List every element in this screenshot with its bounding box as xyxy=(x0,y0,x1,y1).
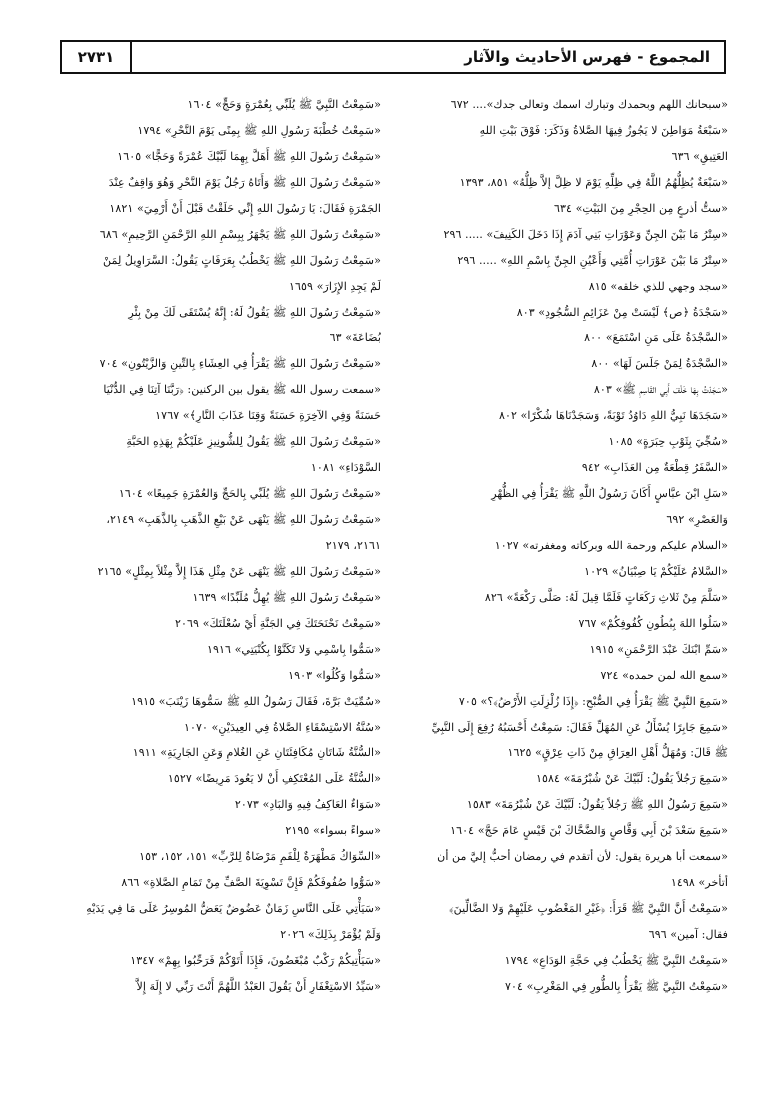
index-entry-line: «سَمُّوا وَكُلُوا» ١٩٠٣ xyxy=(288,668,381,682)
index-entry-line: «سَمِعْتُ رَسُولَ اللهِ ﷺ أَهَلَّ بِهِمَا لَبَّيْكَ عُمْرَةً وَحَجًّا» ١٦٠٥ xyxy=(117,149,381,163)
index-entry-line: «سمع الله لمن حمده» ٧٢٤ xyxy=(600,668,728,682)
index-column-left xyxy=(56,92,381,1000)
index-entry-line: «سَيَأْتِي عَلَى النَّاسِ زَمَانٌ عَضُوضٌ يَعَضُّ المُوسِرُ عَلَى مَا فِي يَدَيْهِ xyxy=(86,902,381,916)
index-entry-line: الجَمْرَةِ فَقَالَ: يَا رَسُولَ اللهِ إِنِّي حَلَقْتُ قَبْلَ أَنْ أَرْمِيَ» ١٨٢١ xyxy=(109,201,381,215)
index-entry-line: «سَمِعْتُ النَّبِيَّ ﷺ يَخْطُبُ فِي حَجَّةِ الوَدَاعِ» ١٧٩٤ xyxy=(504,953,728,967)
index-column-right xyxy=(403,92,728,1000)
index-entry-line: ﷺ قَالَ: وَمُهَلُّ أَهْلِ العِرَاقِ مِنْ ذَاتِ عِرْقٍ» ١٦٢٥ xyxy=(507,746,728,760)
index-entry-line: «سُجِّيَ بِثَوْبِ حِبَرَةٍ» ١٠٨٥ xyxy=(608,435,728,449)
index-entry-line: «سَيِّدُ الاسْتِغْفَارِ أَنْ يَقُولَ العَبْدُ اللَّهُمَّ أَنْتَ رَبِّي لا إِلَهَ إِلاَّ xyxy=(136,979,381,993)
index-entry-line: «سَمِعَ رَسُولُ اللهِ ﷺ رَجُلاً يَقُولُ: لَبَّيْكَ عَنْ شُبْرُمَةَ» ١٥٨٣ xyxy=(466,798,728,812)
index-entry-line: «سَمِعْتُ رَسُولَ اللهِ ﷺ يُلَبِّي بِالحَجِّ وَالعُمْرَةِ جَمِيعًا» ١٦٠٤ xyxy=(118,487,381,501)
index-entry-line: العَتِيقِ» ٦٣٦ xyxy=(671,149,728,163)
index-entry-line: «سَلِ ابْنَ عبَّاسٍ أَكَانَ رَسُولُ اللَّهِ ﷺ يَقْرَأُ فِي الظُّهْرِ xyxy=(491,487,728,501)
index-entry-line: «سِتْرُ مَا بَيْنَ عَوْرَاتِ أُمَّتِي وَأَعْيُنِ الجِنِّ بِاسْمِ اللهِ» ..... ٢٩٦ xyxy=(457,253,728,267)
index-entry-line: «السَّجْدَةُ لِمَنْ جَلَسَ لَهَا» ٨٠٠ xyxy=(591,357,728,371)
index-entry-line: ٢١٦١، ٢١٧٩ xyxy=(325,538,381,552)
index-entry-line: «سَمِعَ رَجُلاً يَقُولُ: لَبَّيْكَ عَنْ شُبْرُمَةَ» ١٥٨٤ xyxy=(535,772,728,786)
index-entry-line: حَسَنَةً وَفِي الآخِرَةِ حَسَنَةً وَقِنَا عَذَابَ النَّارِ﴾» ١٧٦٧ xyxy=(155,409,381,423)
index-entry-line: «سُنَّةُ الاسْتِسْقَاءِ الصَّلاةُ فِي العِيدَيْنِ» ١٠٧٠ xyxy=(183,720,381,734)
index-entry-line: «سَمِعْتُ رَسُولَ اللهِ ﷺ يَنْهَى عَنْ مِثْلِ هَذَا إِلاَّ مِثْلاً بِمِثْلٍ» ٢١٦٥ xyxy=(97,564,381,578)
index-entry-line: «السُّنَّةُ شَاتَانِ مُكَافِئَتَانِ عَنِ الغُلامِ وَعَنِ الجَارِيَةِ» ١٩١١ xyxy=(132,746,381,760)
index-entry-line: وَالعَصْرِ» ٦٩٢ xyxy=(666,513,728,526)
index-entry-line: «سواءً بسواء» ٢١٩٥ xyxy=(285,824,381,838)
index-entry-line: «سمعت رسول الله ﷺ يقول بين الركنين: ﴿رَبَّنَا آتِنَا فِي الدُّنْيَا xyxy=(103,383,381,397)
page-number: ٢٧٣١ xyxy=(62,42,132,72)
index-entry-line: «سَمِعْتُ رَسُولَ اللهِ ﷺ يَخْطُبُ بِعَرَفَاتٍ يَقُولُ: السَّرَاوِيلُ لِمَنْ xyxy=(102,253,381,267)
index-entry-line: «سَجَدَهَا نَبِيُّ اللهِ دَاوُدُ تَوْبَةً، وَسَجَدْنَاهَا شُكْرًا» ٨٠٢ xyxy=(498,409,728,423)
index-entry-line: «سَمِعْتُ رَسُولَ اللهِ ﷺ يَقْرَأُ فِي العِشَاءِ بِالتِّينِ وَالزَّيْتُونِ» ٧٠٤ xyxy=(99,357,381,371)
index-entry-line: «سَمِّ ابْنَكَ عَبْدَ الرَّحْمَنِ» ١٩١٥ xyxy=(589,642,728,656)
index-entry-line: «سمعت أبا هريرة يقول: لأن أتقدم في رمضان أحبُّ إليَّ من أن xyxy=(437,850,728,864)
index-entry-line: «السِّوَاكُ مَطْهَرَةٌ لِلْفَمِ مَرْضَاةٌ لِلرَّبِّ» ١٥١، ١٥٢، ١٥٣ xyxy=(139,850,381,864)
index-entry-line: «سَيَأْتِيكُمْ رَكْبٌ مُبْغَضُونَ، فَإِذَا أَتَوْكُمْ فَرَحِّبُوا بِهِمْ» ١٣٤٧ xyxy=(130,953,381,967)
index-entry-line: «سَمِعْتُ نَحْنَحَتَكَ فِي الجَنَّةِ أَيْ سُعْلَتَكَ» ٢٠٦٩ xyxy=(175,616,381,630)
index-entry-line: «سَجَدْتُ بِهَا خَلْفَ أَبِي القَاسِمِ ﷺ» ٨٠٣ xyxy=(593,383,728,397)
index-entry-line: «السَّجْدَةُ عَلَى مَنِ اسْتَمَعَ» ٨٠٠ xyxy=(584,331,728,345)
index-entry-line: «سَمِعْتُ أَنَّ النَّبِيَّ ﷺ قَرَأَ: ﴿غَيْرِ المَغْضُوبِ عَلَيْهِمْ وَلا الضَّالِّينَ﴾ xyxy=(449,902,728,916)
index-entry-line: لَمْ يَجِدِ الإِزَارَ» ١٦٥٩ xyxy=(288,279,381,293)
index-entry-line: «سِتْرُ مَا بَيْنَ الجِنِّ وَعَوْرَاتِ بَنِي آدَمَ إِذَا دَخَلَ الكَنِيفَ» ..... ٢٩٦ xyxy=(443,227,728,241)
index-entry-line: «السَّفَرُ قِطْعَةٌ مِن العَذَابِ» ٩٤٢ xyxy=(581,461,728,475)
index-entry-line: «سبحانك اللهم وبحمدك وتبارك اسمك وتعالى جدك».... ٦٧٢ xyxy=(450,98,728,111)
index-entry-line: «سجد وجهي للذي خلقه» ٨١٥ xyxy=(588,279,728,293)
index-entry-line: «السُّنَّةُ عَلَى المُعْتَكِفِ أَنْ لا يَعُودَ مَرِيضًا» ١٥٢٧ xyxy=(167,772,381,786)
index-entry-line: «ستُّ أذرعٍ مِن الحِجْرِ مِنَ البَيْتِ» ٦٣٤ xyxy=(554,201,728,215)
index-entry-line: «سُمِّيَتْ بَرَّةَ، فَقَالَ رَسُولُ اللهِ ﷺ سَمُّوهَا زَيْنَبَ» ١٩١٥ xyxy=(131,694,381,708)
index-entry-line: «سَمِعْتُ رَسُولَ اللهِ ﷺ يُهِلُّ مُلَبِّدًا» ١٦٣٩ xyxy=(192,590,381,604)
index-entry-line: «سَمِعْتُ رَسُولَ اللهِ ﷺ يَقُولُ لَهُ: إِنَّهُ يُسْتَقَى لَكَ مِنْ بِئْرِ xyxy=(128,305,381,319)
page-header xyxy=(60,40,726,74)
index-entry-line: «سَمِعَ النَّبِيَّ ﷺ يَقْرَأُ فِي الصُّبْحِ: ﴿إِذَا زُلْزِلَتِ الأَرْضُ﴾؟» ٧٠٥ xyxy=(458,694,728,708)
index-entry-line: بُضَاعَةَ» ٦٣ xyxy=(329,331,381,345)
index-entry-line: «سَمِعْتُ النَّبِيَّ ﷺ يَقْرَأُ بِالطُّورِ فِي المَغْرِبِ» ٧٠٤ xyxy=(504,979,728,993)
index-entry-line: «سَمِعْتُ رَسُولَ اللهِ ﷺ وَأَتَاهُ رَجُلٌ يَوْمَ النَّحْرِ وَهُوَ وَاقِفٌ عِنْدَ xyxy=(108,175,381,189)
index-entry-line: «سَبْعَةٌ يُظِلُّهُمُ اللَّهُ فِي ظِلِّهِ يَوْمَ لا ظِلَّ إلاَّ ظِلُّهُ» ٨٥١، ١٣٩٣ xyxy=(459,175,728,189)
index-entry-line: «سَلُوا اللهَ بِبُطُونِ كُفُوفِكُمْ» ٧٦٧ xyxy=(578,616,728,630)
index-entry-line: «السلام عليكم ورحمة الله وبركاته ومغفرته» ١٠٢٧ xyxy=(494,538,728,552)
index-entry-line: «سَمُّوا بِاسْمِي وَلا تَكَنَّوْا بِكُنْيَتِي» ١٩١٦ xyxy=(206,642,381,656)
index-entry-line: «سَمِعْتُ رَسُولَ اللهِ ﷺ يَجْهَرُ بِبِسْمِ اللهِ الرَّحْمَنِ الرَّحِيمِ» ٦٨٦ xyxy=(99,227,381,241)
index-entry-line: «سَوَاءٌ العَاكِفُ فِيهِ وَالبَادِ» ٢٠٧٣ xyxy=(234,798,381,812)
index-entry-line: «السَّلامُ عَلَيْكُمْ يَا صِبْيَانُ» ١٠٢٩ xyxy=(584,564,728,578)
index-entry-line: «سَمِعَ سَعْدَ بْنَ أَبِي وَقَّاصٍ وَالضَّحَّاكَ بْنَ قَيْسٍ عَامَ حَجَّ» ١٦٠٤ xyxy=(450,824,728,838)
index-entry-line: وَلَمْ يُؤْمَرْ بِذَلِكَ» ٢٠٢٦ xyxy=(280,928,381,941)
index-entry-line: أتأخر» ١٤٩٨ xyxy=(670,876,728,890)
index-entry-line: فقال: آمين» ٦٩٦ xyxy=(648,928,728,941)
index-entry-line: «سَوُّوا صُفُوفَكُمْ فَإِنَّ تَسْوِيَةَ الصَّفِّ مِنْ تَمَامِ الصَّلاةِ» ٨٦٦ xyxy=(121,876,381,890)
index-entry-line: «سَجْدَةُ ﴿ص﴾ لَيْسَتْ مِنْ عَزَائِمِ السُّجُودِ» ٨٠٣ xyxy=(516,305,728,319)
page-title: المجموع - فهرس الأحاديث والآثار xyxy=(464,48,710,66)
index-entry-line: «سَمِعْتُ رَسُولَ اللهِ ﷺ يَنْهَى عَنْ بَيْعِ الذَّهَبِ بِالذَّهَبِ» ٢١٤٩، xyxy=(106,513,381,526)
index-entry-line: «سَمِعْتُ النَّبِيَّ ﷺ يُلَبِّي بِعُمْرَةٍ وَحَجٍّ» ١٦٠٤ xyxy=(187,98,381,111)
index-entry-line: «سَمِعَ جَابِرًا يُسْأَلُ عَنِ المُهَلِّ فَقَالَ: سَمِعْتُ أَحْسَبُهُ رُفِعَ إِلَى النَّبِيِّ xyxy=(431,720,728,734)
index-entry-line: «سَمِعْتُ خُطْبَةَ رَسُولِ اللهِ ﷺ بِمِنًى يَوْمَ النَّحْرِ» ١٧٩٤ xyxy=(137,123,381,137)
index-entry-line: «سَبْعَةُ مَوَاطِنَ لا يَجُوزُ فِيهَا الصَّلاةُ وَذَكَرَ: فَوْقَ بَيْتِ اللهِ xyxy=(479,123,728,137)
index-entry-line: «سَلَّمَ مِنْ ثَلاثِ رَكَعَاتٍ فَلَمَّا قِيلَ لَهُ: صَلَّى رَكْعَةً» ٨٢٦ xyxy=(484,590,728,604)
index-entry-line: «سَمِعْتُ رَسُولَ اللهِ ﷺ يَقُولُ لِلشُّونِيزِ عَلَيْكُمْ بِهَذِهِ الحَبَّةِ xyxy=(126,435,381,449)
index-entry-line: السَّوْدَاءِ» ١٠٨١ xyxy=(310,461,381,475)
